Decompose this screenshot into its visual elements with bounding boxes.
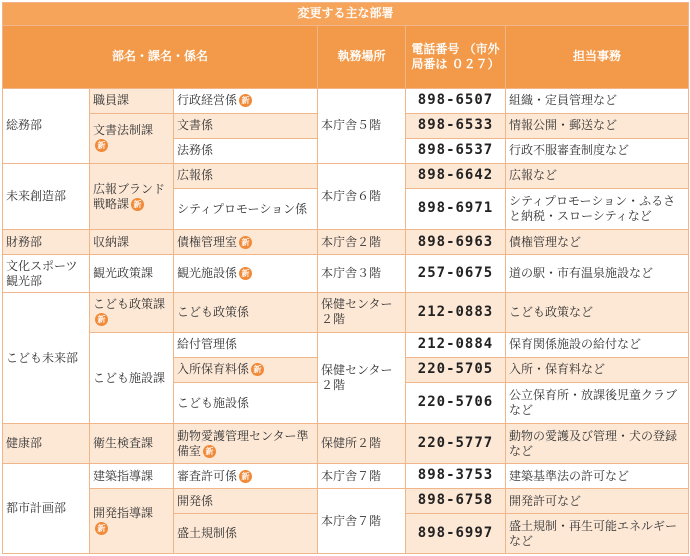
kakari-label: 観光施設係 <box>177 266 238 281</box>
duty-cell: 組織・定員管理など <box>506 88 689 113</box>
duty-cell: 建築基準法の許可など <box>506 464 689 489</box>
kakari-cell <box>174 230 318 255</box>
phone-cell: 212-0883 <box>406 293 506 333</box>
bu-cell: 総務部 <box>3 88 90 163</box>
duty-cell: 開発許可など <box>506 489 689 514</box>
kakari-cell: 広報係 <box>174 163 318 188</box>
duty-cell: 広報など <box>506 163 689 188</box>
duty-cell: シティプロモーション・ふるさと納税・スローシティなど <box>506 188 689 230</box>
bu-cell: 未来創造部 <box>3 163 90 230</box>
header-dept: 部名・課名・係名 <box>3 25 318 88</box>
bu-cell: 文化スポーツ観光部 <box>3 255 90 293</box>
new-badge: 新 <box>95 313 108 326</box>
ka-cell: 職員課 <box>90 88 174 113</box>
ka-cell: こども施設課 <box>90 332 174 424</box>
phone-cell: 898-6537 <box>406 138 506 163</box>
phone-cell: 898-6507 <box>406 88 506 113</box>
kakari-cell: 法務係 <box>174 138 318 163</box>
new-badge: 新 <box>95 522 108 535</box>
ka-cell: 建築指導課 <box>90 464 174 489</box>
duty-cell: 入所・保育料など <box>506 357 689 382</box>
phone-cell: 898-6642 <box>406 163 506 188</box>
new-badge: 新 <box>239 236 252 249</box>
phone-cell: 898-6997 <box>406 514 506 554</box>
header-location: 執務場所 <box>318 25 406 88</box>
duty-cell: こども政策など <box>506 293 689 333</box>
phone-cell: 257-0675 <box>406 255 506 293</box>
location-cell: 本庁舎７階 <box>318 489 406 554</box>
header-duty: 担当事務 <box>506 25 689 88</box>
bu-cell: こども未来部 <box>3 293 90 424</box>
new-badge: 新 <box>239 94 252 107</box>
bu-cell: 財務部 <box>3 230 90 255</box>
kakari-cell: こども施設係 <box>174 382 318 424</box>
kakari-label: 入所保育料係 <box>177 362 250 377</box>
ka-cell: 観光政策課 <box>90 255 174 293</box>
kakari-label: 動物愛護管理センター準備室 <box>177 428 309 458</box>
duty-cell: 道の駅・市有温泉施設など <box>506 255 689 293</box>
location-cell: 本庁舎７階 <box>318 464 406 489</box>
duty-cell: 債権管理など <box>506 230 689 255</box>
location-cell: 保健所２階 <box>318 424 406 464</box>
new-badge: 新 <box>203 445 216 458</box>
duty-cell: 公立保育所・放課後児童クラブなど <box>506 382 689 424</box>
location-cell: 保健センター２階 <box>318 332 406 424</box>
ka-label: 開発指導課 <box>93 506 154 521</box>
phone-cell: 212-0884 <box>406 332 506 357</box>
kakari-label: 審査許可係 <box>177 468 238 483</box>
ka-label: 文書法制課 <box>93 123 154 138</box>
kakari-cell <box>174 88 318 113</box>
duty-cell: 行政不服審査制度など <box>506 138 689 163</box>
ka-cell <box>90 489 174 554</box>
phone-cell: 898-3753 <box>406 464 506 489</box>
kakari-cell <box>174 255 318 293</box>
kakari-label: 行政経営係 <box>177 93 238 108</box>
kakari-cell <box>174 464 318 489</box>
duty-cell: 動物の愛護及び管理・犬の登録など <box>506 424 689 464</box>
kakari-cell: 文書係 <box>174 113 318 138</box>
kakari-cell <box>174 424 318 464</box>
ka-cell <box>90 113 174 163</box>
location-cell: 本庁舎２階 <box>318 230 406 255</box>
ka-label: こども政策課 <box>93 297 166 312</box>
ka-cell: 衛生検査課 <box>90 424 174 464</box>
phone-cell: 898-6963 <box>406 230 506 255</box>
ka-label: 広報ブランド戦略課 <box>93 181 166 211</box>
location-cell: 本庁舎６階 <box>318 163 406 230</box>
new-badge: 新 <box>131 198 144 211</box>
kakari-label: 債権管理室 <box>177 234 238 249</box>
kakari-cell <box>174 357 318 382</box>
location-cell: 保健センター２階 <box>318 293 406 333</box>
location-cell: 本庁舎５階 <box>318 88 406 163</box>
kakari-cell: シティプロモーション係 <box>174 188 318 230</box>
kakari-cell: こども政策係 <box>174 293 318 333</box>
table-title: 変更する主な部署 <box>3 3 689 26</box>
bu-cell: 健康部 <box>3 424 90 464</box>
duty-cell: 保育関係施設の給付など <box>506 332 689 357</box>
kakari-cell: 開発係 <box>174 489 318 514</box>
phone-cell: 898-6533 <box>406 113 506 138</box>
new-badge: 新 <box>239 470 252 483</box>
department-change-table <box>2 2 689 554</box>
ka-cell <box>90 293 174 333</box>
kakari-cell: 給付管理係 <box>174 332 318 357</box>
phone-cell: 220-5706 <box>406 382 506 424</box>
location-cell: 本庁舎３階 <box>318 255 406 293</box>
bu-cell: 都市計画部 <box>3 464 90 554</box>
duty-cell: 盛土規制・再生可能エネルギーなど <box>506 514 689 554</box>
new-badge: 新 <box>239 267 252 280</box>
duty-cell: 情報公開・郵送など <box>506 113 689 138</box>
new-badge: 新 <box>95 139 108 152</box>
ka-cell <box>90 163 174 230</box>
kakari-cell: 盛土規制係 <box>174 514 318 554</box>
header-phone: 電話番号 （市外局番は ０２７） <box>406 25 506 88</box>
phone-cell: 898-6758 <box>406 489 506 514</box>
phone-cell: 220-5705 <box>406 357 506 382</box>
ka-cell: 収納課 <box>90 230 174 255</box>
new-badge: 新 <box>251 363 264 376</box>
phone-cell: 220-5777 <box>406 424 506 464</box>
phone-cell: 898-6971 <box>406 188 506 230</box>
